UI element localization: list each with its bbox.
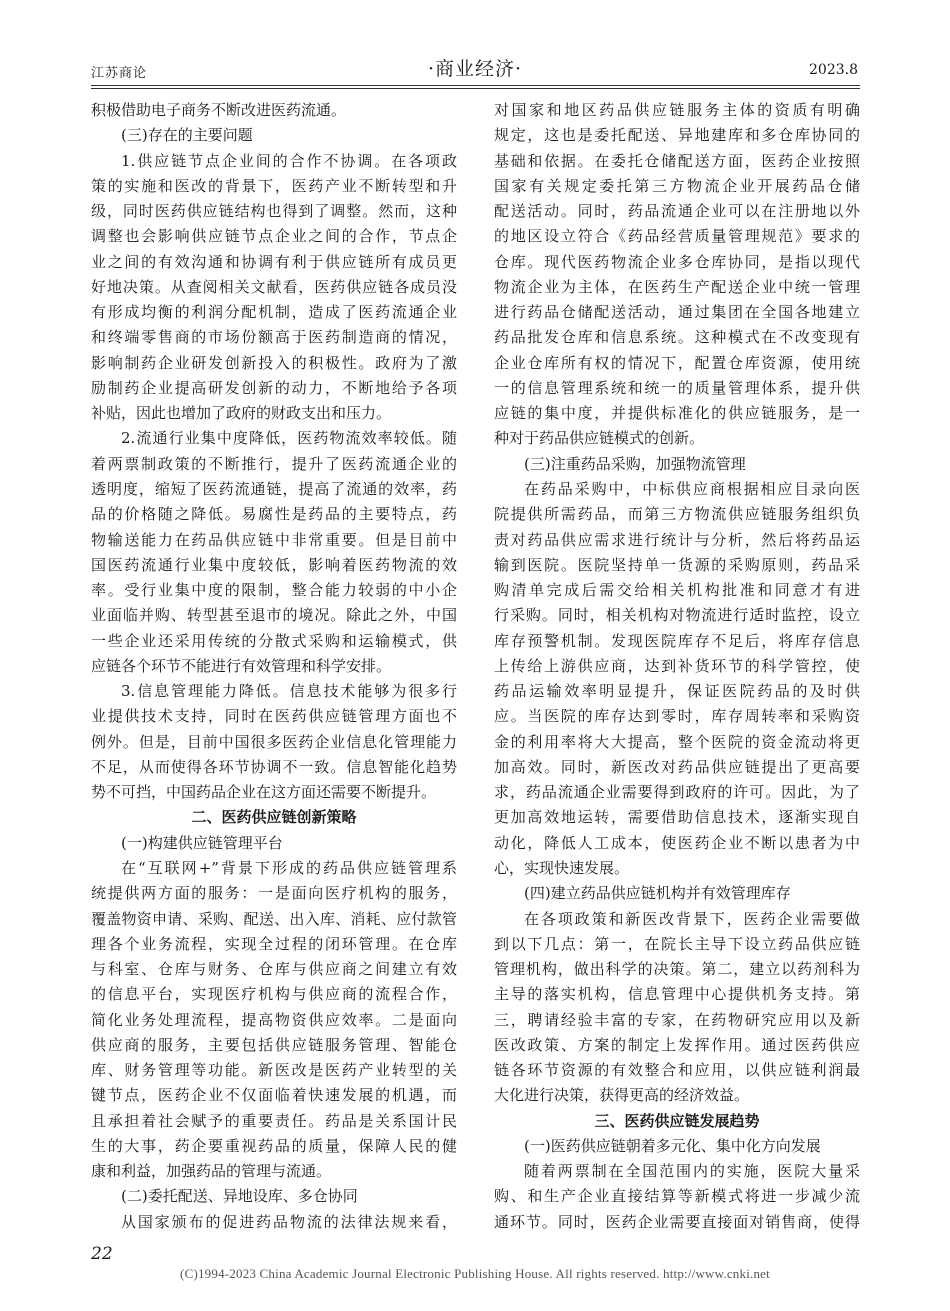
- text-line: 管理机构，做出科学的决策。第二，建立以药剂科为: [494, 960, 860, 979]
- text-line: 品的价格随之降低。易腐性是药品的主要特点，药: [91, 505, 457, 524]
- text-line: (一)医药供应链朝着多元化、集中化方向发展: [524, 1136, 821, 1155]
- text-line: 励制药企业提高研发创新的动力，不断地给予各项: [91, 378, 457, 397]
- text-line: (三)存在的主要问题: [121, 126, 253, 145]
- text-line: 1.供应链节点企业间的合作不协调。在各项政: [121, 151, 457, 170]
- issue-label: 2023.8: [809, 62, 858, 78]
- text-line: 国家有关规定委托第三方物流企业开展药品仓储: [494, 176, 860, 195]
- right-text-column: [494, 98, 860, 1235]
- text-line: 院提供所需药品，而第三方物流供应链服务组织负: [494, 505, 860, 524]
- text-line: 3.信息管理能力降低。信息技术能够为很多行: [121, 682, 457, 701]
- text-line: 进行药品仓储配送活动，通过集团在全国各地建立: [494, 303, 860, 322]
- text-line: 种对于药品供应链模式的创新。: [494, 429, 705, 448]
- text-line: 通环节。同时，医药企业需要直接面对销售商，使得: [494, 1212, 860, 1231]
- section-heading: 二、医药供应链创新策略: [191, 808, 357, 827]
- text-line: 三，聘请经验丰富的专家，在药物研究应用以及新: [494, 1010, 860, 1029]
- text-line: 上传给上游供应商，达到补货环节的科学管控，使: [494, 656, 860, 675]
- text-line: 积极借助电子商务不断改进医药流通。: [91, 101, 347, 119]
- text-line: 基础和依据。在委托仓储配送方面，医药企业按照: [494, 151, 860, 170]
- copyright-line: (C)1994-2023 China Academic Journal Electronic Publishing House. All rights reserved. http://www.cnki.net: [180, 1266, 770, 1281]
- text-line: 在“互联网+”背景下形成的药品供应链管理系: [121, 858, 457, 877]
- text-line: 在各项政策和新医改背景下，医药企业需要做: [524, 909, 860, 928]
- text-line: 康和利益，加强药品的管理与流通。: [91, 1162, 332, 1181]
- text-line: 物流企业为主体，在医药生产配送企业中统一管理: [494, 277, 860, 296]
- text-line: 率。受行业集中度的限制，整合能力较弱的中小企: [91, 581, 457, 600]
- text-line: 统提供两方面的服务：一是面向医疗机构的服务，: [91, 884, 457, 903]
- text-line: 企业仓库所有权的情况下，配置仓库资源，使用统: [494, 353, 860, 372]
- text-line: (三)注重药品采购，加强物流管理: [524, 454, 746, 473]
- text-line: 行采购。同时，相关机构对物流进行适时监控，设立: [494, 606, 860, 625]
- left-text-column: [91, 98, 457, 1235]
- text-line: 一些企业还采用传统的分散式采购和运输模式，供: [91, 631, 457, 650]
- text-line: 有形成均衡的利润分配机制，造成了医药流通企业: [91, 303, 457, 322]
- text-line: 对国家和地区药品供应链服务主体的资质有明确: [494, 101, 860, 119]
- text-line: 的信息平台，实现医疗机构与供应商的流程合作，: [91, 985, 457, 1004]
- text-line: 到以下几点：第一，在院长主导下设立药品供应链: [494, 934, 860, 953]
- text-line: 业提供技术支持，同时在医药供应链管理方面也不: [91, 707, 457, 726]
- text-line: (四)建立药品供应链机构并有效管理库存: [524, 884, 791, 903]
- text-line: 业面临并购、转型甚至退市的境况。除此之外，中国: [91, 606, 457, 625]
- text-line: 不足，从而使得各环节协调不一致。信息智能化趋势: [91, 757, 457, 776]
- journal-name: 江苏商论: [91, 66, 148, 81]
- text-line: 覆盖物资申请、采购、配送、出入库、消耗、应付款管: [91, 909, 457, 928]
- header-rule-secondary: [91, 88, 860, 89]
- text-line: 库存预警机制。发现医院库存不足后，将库存信息: [494, 631, 860, 650]
- text-line: 购清单完成后需交给相关机构批准和同意才有进: [494, 581, 860, 600]
- text-line: 补贴，因此也增加了政府的财政支出和压力。: [91, 404, 392, 423]
- text-line: 心，实现快速发展。: [494, 858, 630, 877]
- header-rule: [91, 85, 860, 86]
- text-line: 仓库。现代医药物流企业多仓库协同，是指以现代: [494, 252, 860, 271]
- text-line: 物输送能力在药品供应链中非常重要。但是目前中: [91, 530, 457, 549]
- text-line: 与科室、仓库与财务、仓库与供应商之间建立有效: [91, 960, 457, 979]
- text-line: 调整也会影响供应链节点企业之间的合作，节点企: [91, 227, 457, 246]
- text-line: 势不可挡，中国药品企业在这方面还需要不断提升。: [91, 783, 437, 802]
- text-line: 随着两票制在全国范围内的实施，医院大量采: [524, 1162, 860, 1181]
- text-line: 2.流通行业集中度降低，医药物流效率较低。随: [121, 429, 457, 448]
- section-title: ·商业经济·: [427, 58, 523, 80]
- text-line: 和终端零售商的市场份额高于医药制造商的情况，: [91, 328, 457, 347]
- page-number: 22: [91, 1244, 113, 1264]
- text-line: 加高效。同时，新医改对药品供应链提出了更高要: [494, 757, 860, 776]
- text-line: 简化业务处理流程，提高物资供应效率。二是面向: [91, 1010, 457, 1029]
- text-line: 的地区设立符合《药品经营质量管理规范》要求的: [494, 227, 860, 246]
- text-line: 更加高效地运转，需要借助信息技术，逐渐实现自: [494, 808, 860, 827]
- text-line: 药品运输效率明显提升，保证医院药品的及时供: [494, 682, 860, 701]
- text-line: 例外。但是，目前中国很多医药企业信息化管理能力: [91, 732, 457, 751]
- text-line: 应。当医院的库存达到零时，库存周转率和采购资: [494, 707, 860, 726]
- text-line: 应链的集中度，并提供标准化的供应链服务，是一: [494, 404, 860, 423]
- text-line: 在药品采购中，中标供应商根据相应目录向医: [524, 479, 860, 498]
- text-line: (二)委托配送、异地设库、多仓协同: [121, 1187, 358, 1206]
- text-line: 求，药品流通企业需要得到政府的许可。因此，为了: [494, 783, 860, 802]
- text-line: (一)构建供应链管理平台: [121, 833, 283, 852]
- text-line: 金的利用率将大大提高，整个医院的资金流动将更: [494, 732, 860, 751]
- text-line: 业之间的有效沟通和协调有利于供应链所有成员更: [91, 252, 457, 271]
- text-line: 从国家颁布的促进药品物流的法律法规来看，: [121, 1212, 457, 1231]
- text-line: 输到医院。医院坚持单一货源的采购原则，药品采: [494, 555, 860, 574]
- text-line: 大化进行决策，获得更高的经济效益。: [494, 1086, 750, 1105]
- text-line: 药品批发仓库和信息系统。这种模式在不改变现有: [494, 328, 860, 347]
- text-line: 生的大事，药企要重视药品的质量，保障人民的健: [91, 1136, 457, 1155]
- text-line: 责对药品供应需求进行统计与分析，然后将药品运: [494, 530, 860, 549]
- text-line: 链各环节资源的有效整合和应用，以供应链利润最: [494, 1061, 860, 1080]
- text-line: 策的实施和医改的背景下，医药产业不断转型和升: [91, 176, 457, 195]
- text-line: 好地决策。从查阅相关文献看，医药供应链各成员没: [91, 277, 457, 296]
- text-line: 购、和生产企业直接结算等新模式将进一步减少流: [494, 1187, 860, 1206]
- text-line: 配送活动。同时，药品流通企业可以在注册地以外: [494, 202, 860, 221]
- text-line: 供应商的服务，主要包括供应链服务管理、智能仓: [91, 1035, 457, 1054]
- text-line: 库、财务管理等功能。新医改是医药产业转型的关: [91, 1061, 457, 1080]
- text-line: 主导的落实机构，信息管理中心提供机务支持。第: [494, 985, 860, 1004]
- text-line: 一的信息管理系统和统一的质量管理体系，提升供: [494, 378, 860, 397]
- text-line: 影响制药企业研发创新投入的积极性。政府为了激: [91, 353, 457, 372]
- text-line: 规定，这也是委托配送、异地建库和多仓库协同的: [494, 126, 860, 145]
- text-line: 透明度，缩短了医药流通链，提高了流通的效率，药: [91, 479, 457, 498]
- text-line: 应链各个环节不能进行有效管理和科学安排。: [91, 656, 392, 675]
- text-line: 且承担着社会赋予的重要责任。药品是关系国计民: [91, 1111, 457, 1130]
- text-line: 医改政策、方案的制定上发挥作用。通过医药供应: [494, 1035, 860, 1054]
- text-line: 理各个业务流程，实现全过程的闭环管理。在仓库: [91, 934, 457, 953]
- text-line: 键节点，医药企业不仅面临着快速发展的机遇，而: [91, 1086, 457, 1105]
- text-line: 国医药流通行业集中度较低，影响着医药物流的效: [91, 555, 457, 574]
- text-line: 级，同时医药供应链结构也得到了调整。然而，这种: [91, 202, 457, 221]
- text-line: 动化，降低人工成本，使医药企业不断以患者为中: [494, 833, 860, 852]
- text-line: 着两票制政策的不断推行，提升了医药流通企业的: [91, 454, 457, 473]
- section-heading: 三、医药供应链发展趋势: [594, 1111, 760, 1130]
